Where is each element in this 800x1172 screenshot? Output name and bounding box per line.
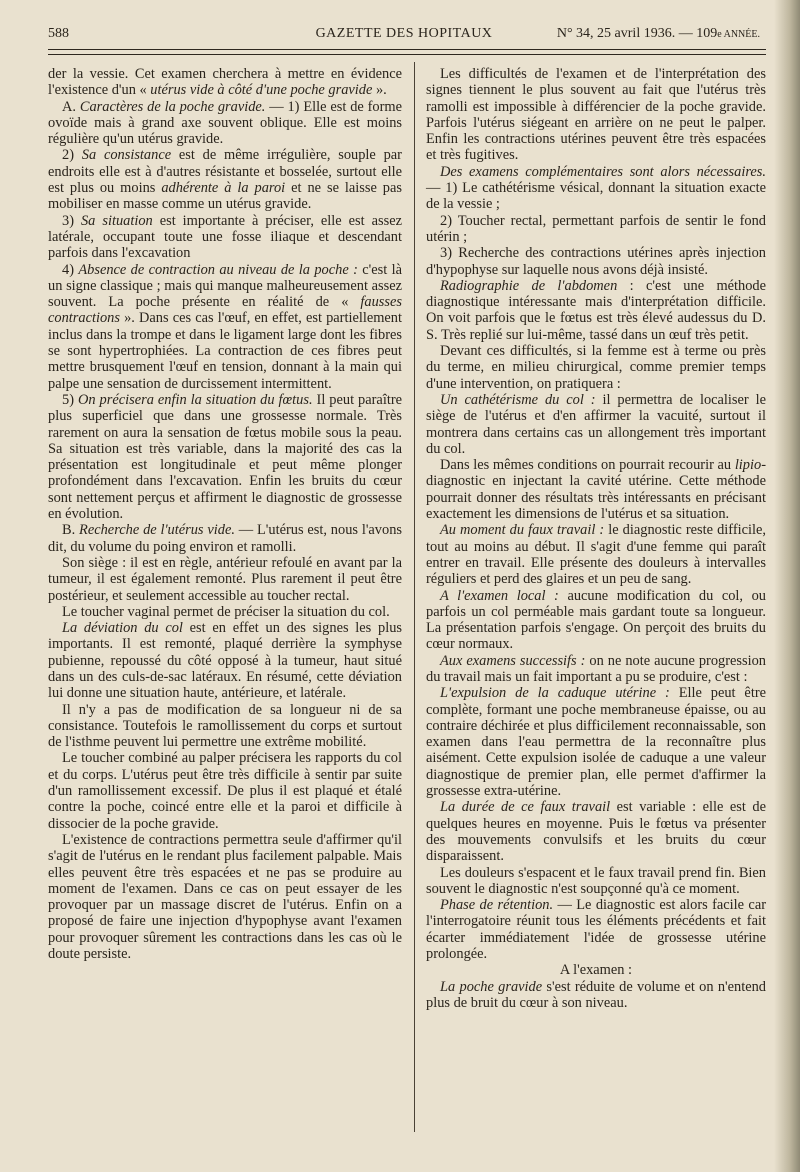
paragraph: [48, 702, 402, 751]
text-span: 2): [62, 147, 82, 164]
italic-span: La durée de ce faux travail: [440, 799, 611, 816]
text-span: est importante à préciser, elle est assez latérale, occupant toute une fosse iliaque et descendant parfois dans l'excavation: [48, 212, 402, 262]
text-span: on ne note aucune progression du travail mais un fait important a pu se produire, c'est :: [426, 652, 766, 685]
paragraph: [426, 213, 766, 246]
paragraph: [48, 213, 402, 262]
paragraph: [426, 685, 766, 799]
text-span: le diagnostic reste difficile, tout au moins au début. Il s'agit d'une femme qui paraît entrer en travail. Elle présente des douleurs à intervalles réguliers et perd des glaires et un peu de sang.: [426, 522, 766, 588]
italic-span: La déviation du col: [62, 620, 183, 637]
text-span: 3) Recherche des contractions utérines après injection d'hypophyse sur laquelle nous avons déjà insisté.: [426, 245, 766, 278]
page-number: 588: [48, 26, 69, 41]
paragraph: [426, 343, 766, 392]
text-span: Devant ces difficultés, si la femme est à terme ou près du terme, en milieu chirurgical, comme premier temps d'une intervention, on pratiquera :: [426, 343, 766, 392]
text-span: s'est réduite de volume et on n'entend plus de bruit du cœur à son niveau.: [426, 978, 766, 1011]
text-span: der la vessie. Cet examen cherchera à mettre en évidence l'existence d'un «: [48, 66, 402, 99]
text-span: Il peut paraître plus superficiel que dans une grossesse normale. Très rarement on aura la sensation de fœtus mobile sous la peau. Sa situation est très variable, dans la majorité des cas la présentation est longitudinale et peut même plonger profondément dans l'excavation. Enfin les bruits du cœur sont nettement perçus et affirment le diagnostic de grossesse en évolution.: [48, 391, 402, 523]
column-separator: [414, 62, 415, 1132]
italic-span: Absence de contraction au niveau de la poche :: [78, 261, 358, 278]
text-span: Dans les mêmes conditions on pourrait recourir au: [440, 457, 735, 474]
text-span: — 1) Elle est de forme ovoïde mais à grand axe souvent oblique. Elle est moins régulière qu'un utérus gravide.: [48, 98, 403, 148]
paragraph: [48, 620, 402, 701]
italic-span: Des examens complémentaires sont alors nécessaires.: [440, 163, 766, 180]
text-span: 2) Toucher rectal, permettant parfois de sentir le fond utérin ;: [426, 212, 766, 245]
header-rule-thin: [48, 54, 766, 55]
text-span: 4): [62, 261, 79, 278]
right-column: [426, 66, 766, 1011]
text-span: il permettra de localiser le siège de l'utérus et d'en affirmer la vacuité, surtout il montrera dans certains cas un allongement très important du col.: [426, 391, 766, 457]
paragraph: [48, 392, 402, 522]
italic-span: La poche gravide: [440, 978, 543, 995]
text-span: Son siège : il est en règle, antérieur refoulé en avant par la tumeur, il est également remonté. Plus rarement il peut être postérieur, et seulement accessible au toucher rectal.: [48, 554, 402, 604]
text-span: 5): [62, 391, 78, 408]
text-span: est en effet un des signes les plus importants. Il est remonté, plaqué derrière la symphyse pubienne, repoussé du côté opposé à la tumeur, haut situé dans un des culs-de-sac latéraux. En résumé, cette déviation lui donne une situation haute, antérieure, et latérale.: [48, 620, 402, 702]
paragraph: [426, 897, 766, 962]
text-span: Le toucher combiné au palper précisera les rapports du col et du corps. L'utérus peut être très difficile à sentir par suite d'un ramollissement excessif. De plus il est plaqué et étalé contre la poche, coincé entre elle et la paroi et difficile à dissocier de la poche gravide.: [48, 750, 402, 832]
paragraph: [426, 392, 766, 457]
italic-span: Au moment du faux travail :: [440, 522, 605, 539]
italic-span: adhérente à la paroi: [161, 180, 286, 197]
italic-span: lipio: [734, 457, 762, 474]
text-span: A l'examen :: [559, 962, 633, 979]
italic-span: Aux examens successifs :: [440, 652, 586, 669]
italic-span: Caractères de la poche gravide.: [79, 98, 266, 115]
italic-span: Sa consistance: [81, 147, 172, 164]
paragraph: [48, 66, 402, 99]
text-span: Le toucher vaginal permet de préciser la situation du col.: [62, 603, 390, 620]
text-span: L'existence de contractions permettra seule d'affirmer qu'il s'agit de l'utérus en le rendant plus facilement palpable. Mais elles peuvent être très espacées et ne pas se produire au moment de l'examen. Dans ce cas on peut essayer de les provoquer par un massage discret de l'utérus. Enfin on a proposé de faire une injection d'hypophyse avant l'examen pour provoquer sûrement les contractions dans les cas où le doute persiste.: [48, 831, 402, 963]
text-span: A.: [62, 98, 80, 115]
italic-span: fausses contractions: [48, 294, 402, 327]
paragraph: [48, 750, 402, 831]
text-span: c'est là un signe classique ; mais qui manque malheureusement assez souvent. La poche présente en réalité de «: [48, 261, 402, 311]
paragraph: [426, 588, 766, 653]
paragraph: [426, 865, 766, 898]
paragraph: [426, 962, 766, 978]
italic-span: Un cathétérisme du col :: [440, 391, 596, 408]
paragraph: [426, 799, 766, 864]
paragraph: [48, 604, 402, 620]
text-span: — Le diagnostic est alors facile car l'interrogatoire réunit tous les éléments précédents et fait écarter immédiatement l'idée de grossesse utérine prolongée.: [426, 897, 767, 963]
paragraph: [48, 99, 402, 148]
paragraph: [426, 979, 766, 1012]
issue-info: [557, 26, 760, 42]
text-span: -diagnostic en injectant la cavité utérine. Cette méthode pourrait donner des résultats très intéressants en précisant exactement les dimensions de l'utérus et sa situation.: [426, 457, 766, 523]
italic-span: A l'examen local :: [440, 587, 559, 604]
text-span: — 1) Le cathétérisme vésical, donnant la situation exacte de la vessie ;: [426, 180, 766, 213]
paragraph: [426, 245, 766, 278]
text-span: Elle peut être complète, formant une poche membraneuse épaisse, ou au contraire déchirée et plus difficilement reconnaissable, son examen dans l'eau permettra de la reconnaître plus aisément. Cette expulsion isolée de caduque a une valeur diagnostique de premier plan, elle permet d'affirmer la grossesse extra-utérine.: [426, 685, 766, 800]
issue-year-suffix: e ANNÉE.: [717, 29, 760, 40]
page-header: [48, 26, 760, 46]
left-column: [48, 66, 402, 962]
italic-span: Recherche de l'utérus vide.: [79, 522, 235, 539]
paragraph: [426, 164, 766, 213]
italic-span: utérus vide à côté d'une poche gravide: [150, 82, 373, 99]
text-span: est de même irrégulière, souple par endroits elle est à d'autres résistante et bosselée, surtout elle est plus ou moins: [48, 147, 402, 197]
issue-date: N° 34, 25 avril 1936. — 109: [556, 26, 718, 41]
text-span: et ne se laisse pas mobiliser en masse comme un utérus gravide.: [48, 180, 402, 213]
text-span: — L'utérus est, nous l'avons dit, du volume du poing environ et ramolli.: [48, 522, 402, 555]
page-edge-shadow: [774, 0, 800, 1172]
text-span: Les douleurs s'espacent et le faux travail prend fin. Bien souvent le diagnostic n'est soupçonné qu'à ce moment.: [426, 864, 766, 897]
italic-span: Phase de rétention.: [440, 897, 554, 914]
paragraph: [48, 555, 402, 604]
italic-span: Radiographie de l'abdomen: [440, 277, 618, 294]
text-span: ». Dans ces cas l'œuf, en effet, est partiellement inclus dans la trompe et dans le ligament large dont les fibres se sont hypertrophiées. La contraction de ces fibres peut mettre brusquement l'œuf en tension, donnant à la main qui palpe une sensation de durcissement intermittent.: [48, 310, 402, 392]
text-span: B.: [62, 522, 80, 539]
paragraph: [48, 147, 402, 212]
paragraph: [426, 66, 766, 164]
paragraph: [426, 457, 766, 522]
text-span: ».: [372, 82, 387, 99]
paragraph: [426, 522, 766, 587]
paragraph: [48, 262, 402, 392]
italic-span: L'expulsion de la caduque utérine :: [440, 685, 670, 702]
text-span: Il n'y a pas de modification de sa longueur ni de sa consistance. Toutefois le ramollissement du corps et surtout de l'isthme peuvent lui permettre une extrême mobilité.: [48, 701, 402, 751]
journal-title: GAZETTE DES HOPITAUX: [315, 26, 493, 41]
header-rule-thick: [48, 49, 766, 50]
italic-span: On précisera enfin la situation du fœtus.: [77, 391, 313, 408]
paragraph: [48, 522, 402, 555]
text-span: 3): [62, 212, 81, 229]
italic-span: Sa situation: [80, 212, 153, 229]
text-span: Les difficultés de l'examen et de l'interprétation des signes tiennent le plus souvent au fait que l'utérus très ramolli est impossible à différencier de la poche gravide. Parfois l'utérus siégeant en arrière on ne peut le palper. Enfin les contractions utérines peuvent être très espacées et très fugitives.: [426, 66, 766, 164]
text-span: est variable : elle est de quelques heures en moyenne. Puis le fœtus va présenter des mouvements convulsifs et les bruits du cœur disparaissent.: [426, 799, 766, 865]
text-span: : c'est une méthode diagnostique intéressante mais d'interprétation difficile. On voit parfois que le fœtus est très élevé audessus du D. S. Très replié sur lui-même, tassé dans un œuf très petit.: [426, 277, 766, 343]
text-span: aucune modification du col, ou parfois un col perméable mais gardant toute sa longueur. La présentation parfois s'engage. On perçoit des bruits du cœur normaux.: [426, 587, 766, 653]
paragraph: [426, 278, 766, 343]
paragraph: [48, 832, 402, 962]
paragraph: [426, 653, 766, 686]
